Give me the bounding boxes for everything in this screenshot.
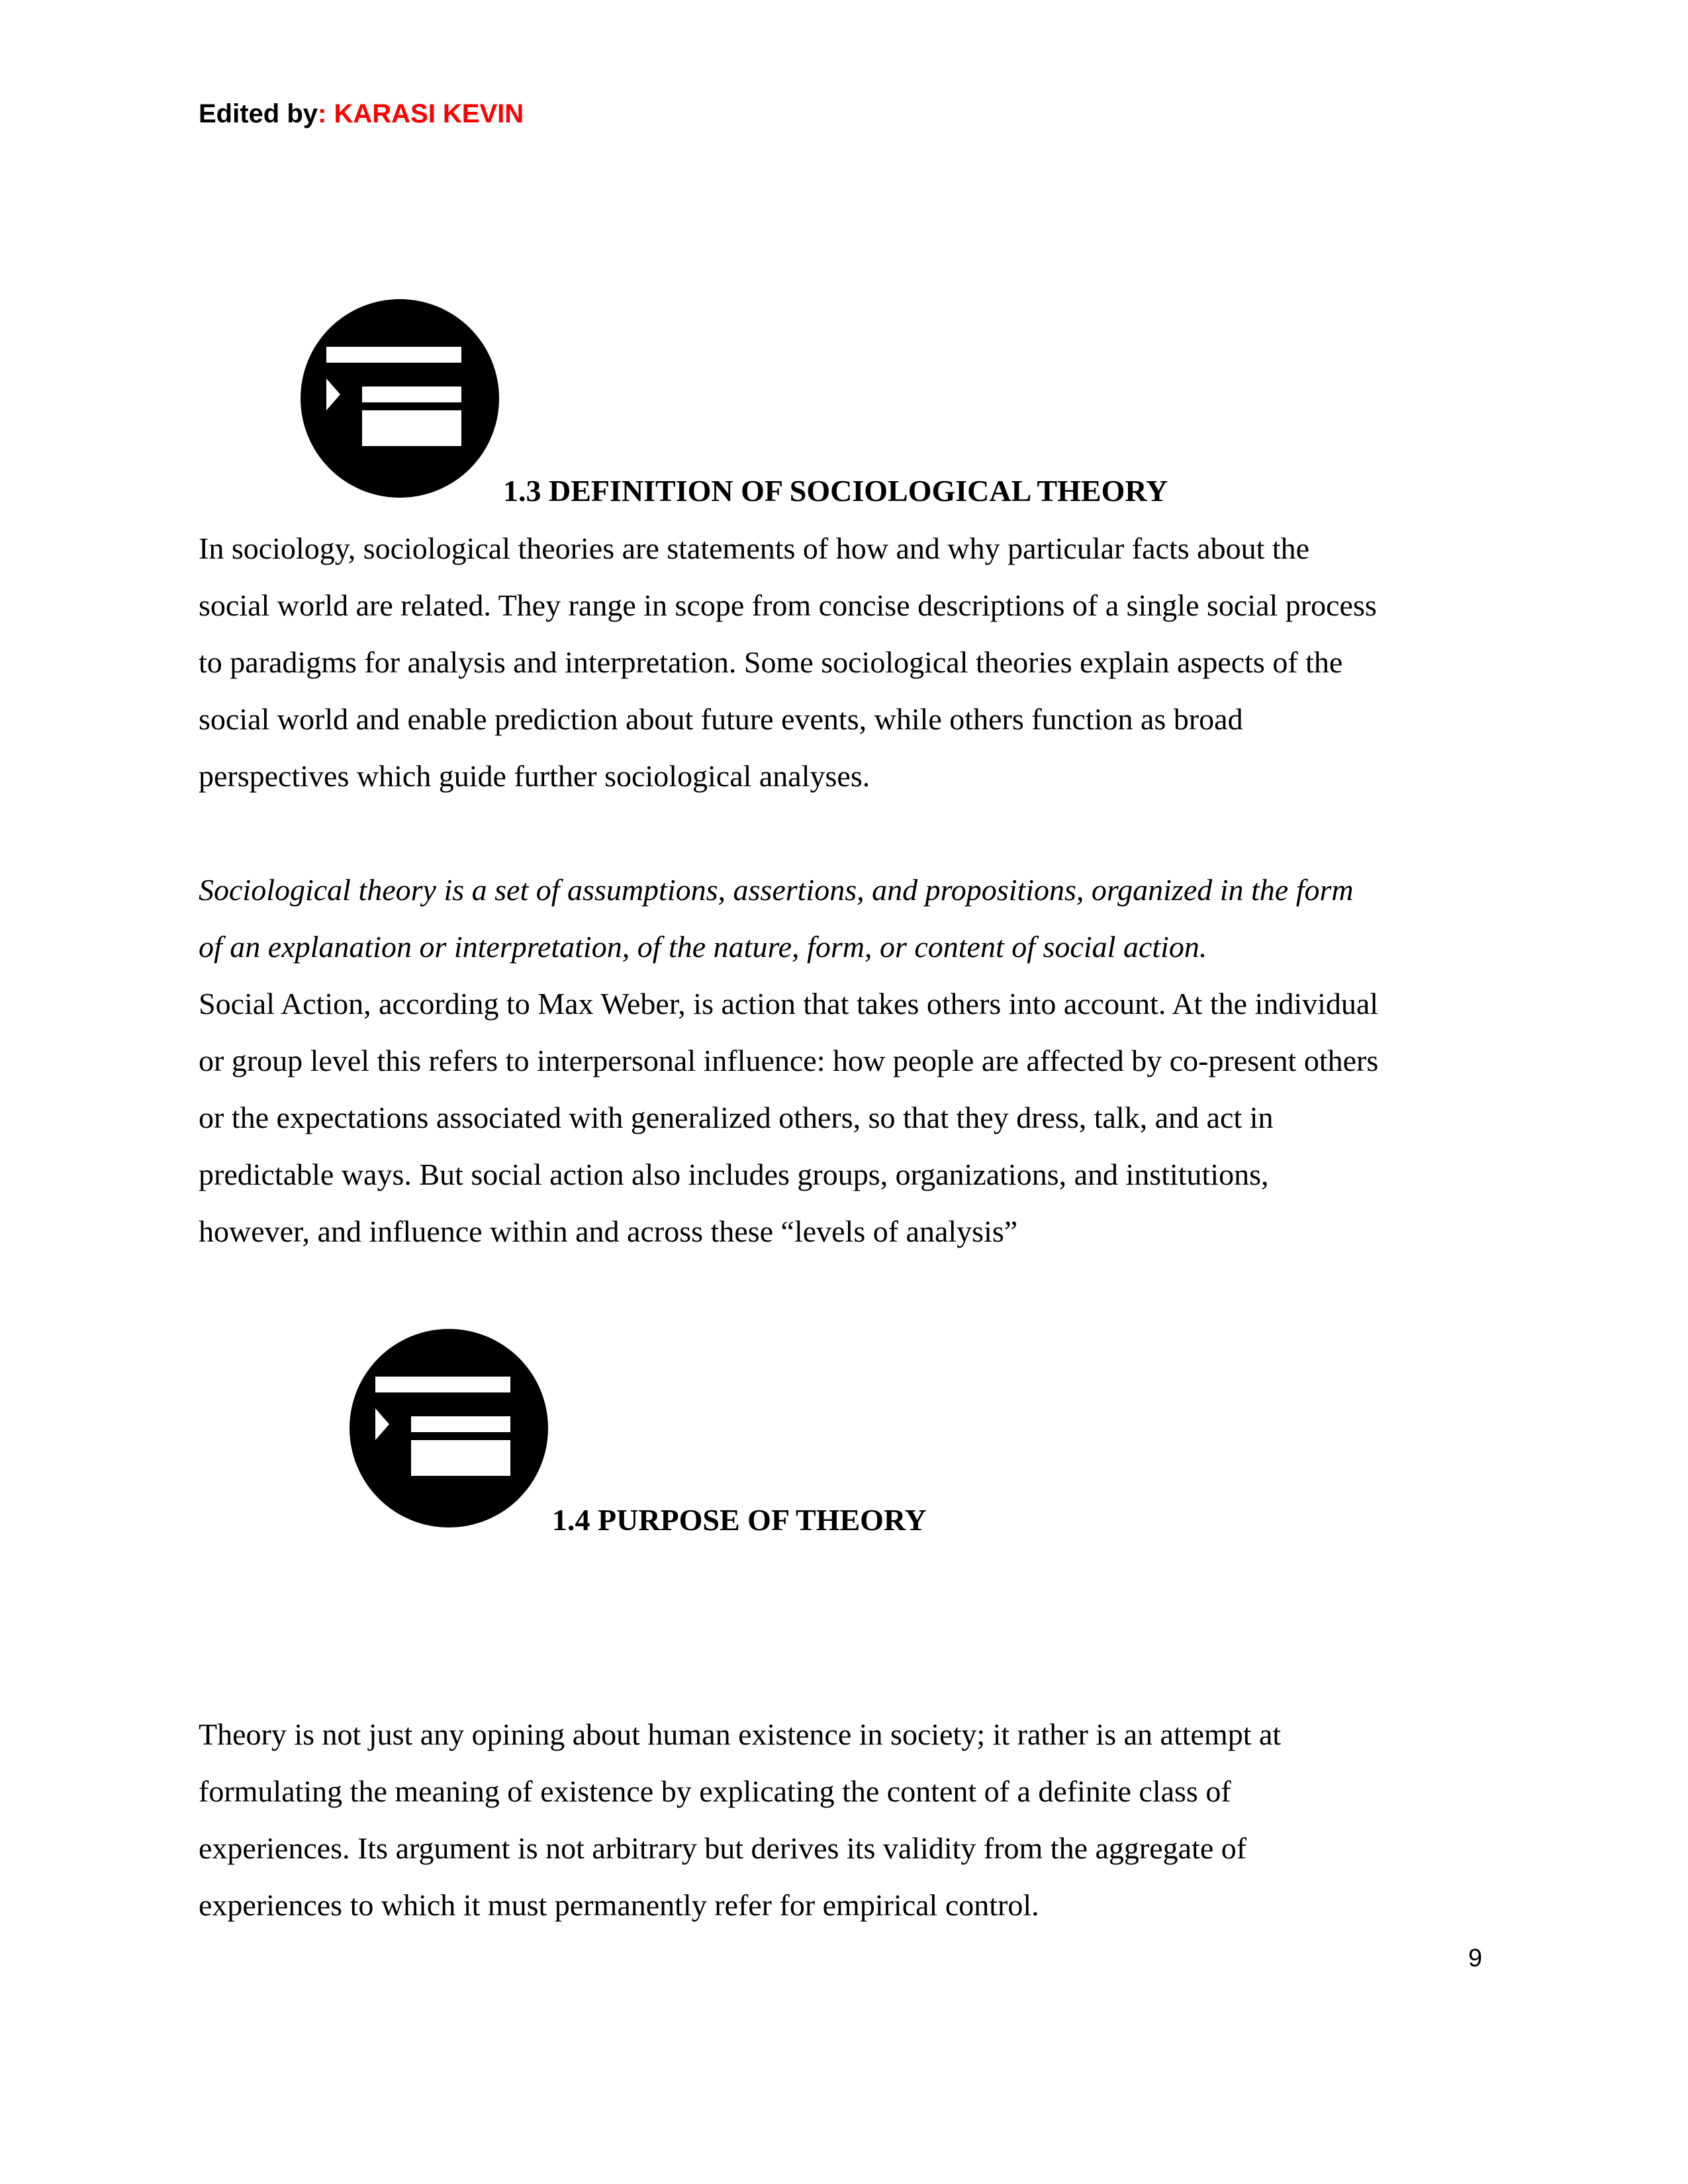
text-line: of an explanation or interpretation, of the nature, form, or content of social action. [199,930,1207,964]
editor-name: KARASI KEVIN [334,99,524,128]
header-separator: : [318,99,334,128]
text-line: predictable ways. But social action also includes groups, organizations, and institutions, [199,1158,1269,1191]
text-line: or group level this refers to interpersonal influence: how people are affected by co-present others [199,1044,1379,1077]
text-line: however, and influence within and across these “levels of analysis” [199,1214,1018,1248]
text-line: to paradigms for analysis and interpretation. Some sociological theories explain aspects of the [199,645,1343,679]
text-line: In sociology, sociological theories are statements of how and why particular facts about the [199,531,1310,565]
text-line: Theory is not just any opining about human existence in society; it rather is an attempt at [199,1717,1282,1751]
text-line: or the expectations associated with generalized others, so that they dress, talk, and act in [199,1101,1274,1134]
text-line: perspectives which guide further sociological analyses. [199,759,870,793]
text-line: experiences to which it must permanently refer for empirical control. [199,1888,1039,1922]
text-line: Social Action, according to Max Weber, is action that takes others into account. At the individual [199,987,1379,1021]
page-number: 9 [1468,1944,1483,1972]
text-line: formulating the meaning of existence by explicating the content of a definite class of [199,1774,1231,1808]
paragraph-purpose [199,1706,1496,1934]
section-heading-purpose: 1.4 PURPOSE OF THEORY [552,1503,927,1537]
text-line: social world and enable prediction about future events, while others function as broad [199,702,1243,736]
paragraph-theory-definition-italic [199,862,1496,976]
section-heading-definition: 1.3 DEFINITION OF SOCIOLOGICAL THEORY [503,474,1168,508]
header-prefix: Edited by [199,99,318,128]
text-line: Sociological theory is a set of assumptions, assertions, and propositions, organized in the form [199,873,1354,907]
list-icon [301,299,499,498]
paragraph-social-action [199,976,1496,1260]
list-icon [350,1329,548,1527]
text-line: experiences. Its argument is not arbitrary but derives its validity from the aggregate of [199,1831,1247,1865]
paragraph-definition [199,520,1496,805]
text-line: social world are related. They range in scope from concise descriptions of a single social process [199,588,1377,622]
page-header [199,99,524,129]
